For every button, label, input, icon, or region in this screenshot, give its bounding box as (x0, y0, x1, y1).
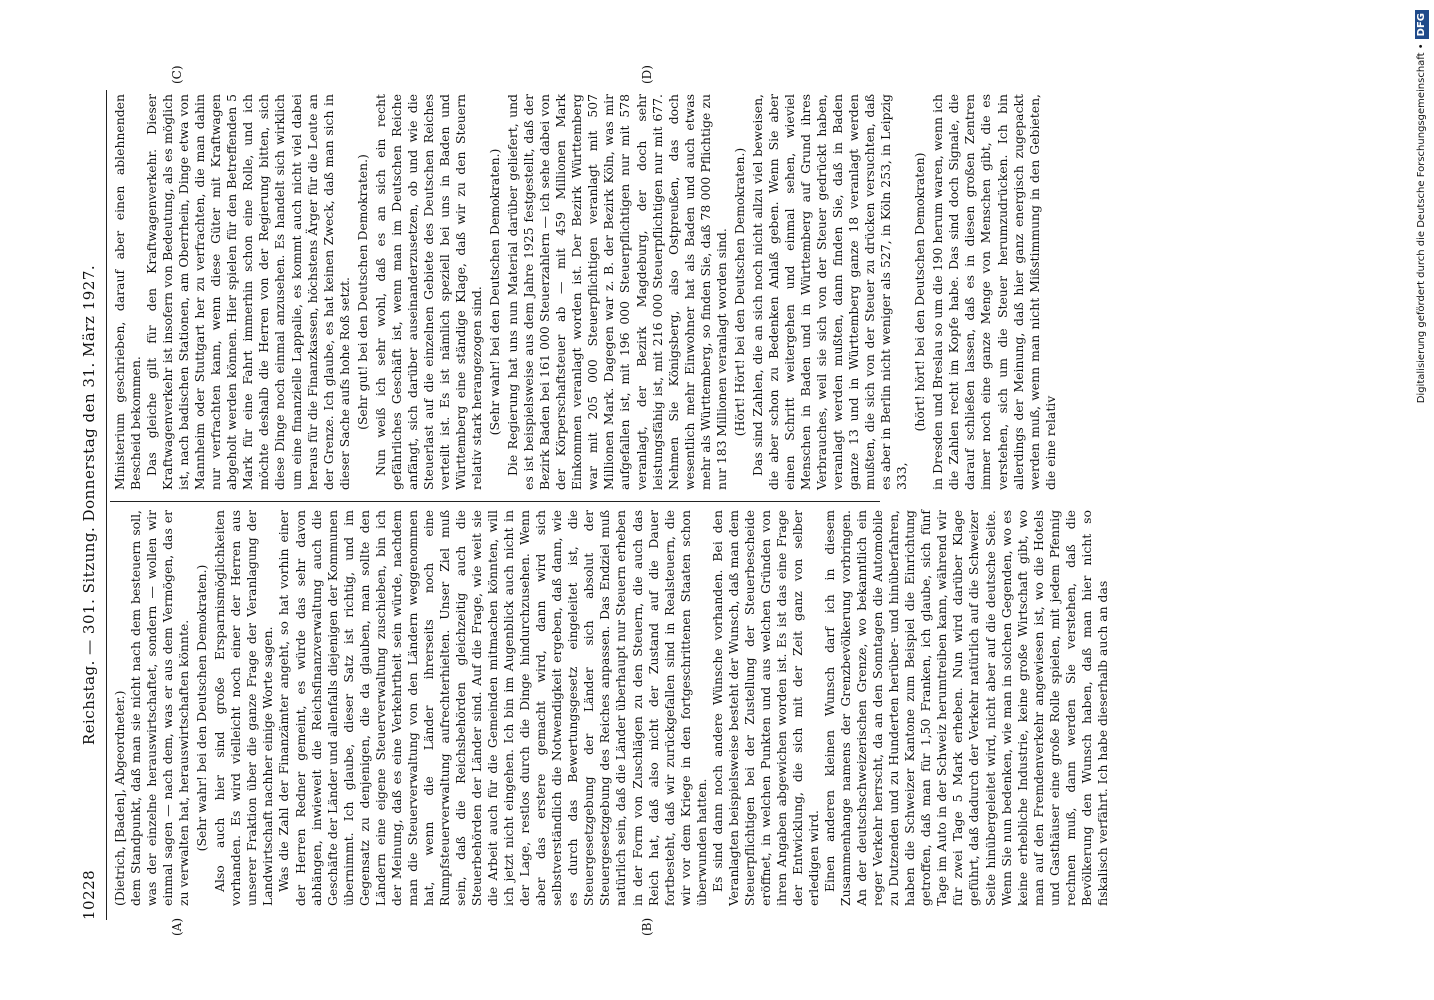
right-column (112, 94, 1059, 490)
paragraph: Das gleiche gilt für den Kraftwagenverkehr. Dieser Kraftwagenverkehr ist insofern von Bedeutung, als es möglich ist, nach badischen Stationen, am Oberrhein, Dinge etwa von Mannheim oder Stuttgart her zu verfrachten, die man dahin nur verfrachten kann, wenn diese Güter mit Kraftwagen abgeholt werden können. Hier spielen für den Betreffenden 5 Mark für eine Fahrt immerhin schon eine Rolle, und ich möchte deshalb die Herren von der Regierung bitten, sich diese Dinge noch einmal anzusehen. Es handelt sich wirklich um eine finanzielle Lappalie, es kommt auch nicht viel dabei heraus für die Finanzkassen, höchstens Ärger für die Leute an der Grenze. Ich glaube, es hat keinen Zweck, daß man sich in dieser Sache aufs hohe Roß setzt. (144, 94, 352, 490)
paragraph: Das sind Zahlen, die an sich noch nicht allzu viel beweisen, die aber schon zu Bedenken Anlaß geben. Wenn Sie aber einen Schritt weitergehen und einmal sehen, wieviel Menschen in Baden und in Württemberg auf Grund ihres Verbrauches, weil sie sich von der Steuer gedrückt haben, veranlagt werden mußten, dann finden Sie, daß in Baden ganze 13 und in Württemberg ganze 18 veranlagt werden mußten, die sich von der Steuer zu drücken versuchten, daß es aber in Berlin nicht weniger als 527, in Köln 253, in Leipzig 333, (749, 94, 910, 490)
interjection: (Sehr wahr! bei den Deutschen Demokraten.) (487, 148, 503, 436)
marker-b: (B) (640, 917, 654, 936)
interjection: (Sehr gut! bei den Deutschen Demokraten.) (354, 154, 370, 430)
paragraph: in Dresden und Breslau so um die 190 herum waren, wenn ich die Zahlen recht im Kopfe habe. Das sind doch Signale, die darauf schließen lassen, daß es in diesen großen Zentren immer noch eine ganze Menge von Menschen gibt, die es verstehen, sich um die Steuer herumzudrücken. Ich bin allerdings der Meinung, daß hier ganz energisch zugepackt werden muß, wenn man nicht Mißstimmung in den Gebieten, die eine relativ (930, 94, 1058, 490)
marker-a: (A) (170, 917, 184, 936)
paragraph: Die Regierung hat uns nun Material darüber geliefert, und es ist beispielsweise aus dem Jahre 1925 festgestellt, daß der Bezirk Baden bei 161 000 Steuerzahlern — ich sehe dabei von der Körperschaftsteuer ab — mit 459 Millionen Mark Einkommen veranlagt worden ist. Der Bezirk Württemberg war mit 205 000 Steuerpflichtigen veranlagt mit 507 Millionen Mark. Dagegen war z. B. der Bezirk Köln, was mir aufgefallen ist, mit 196 000 Steuerpflichtigen nur mit 578 veranlagt, der Bezirk Magdeburg, der doch sehr leistungsfähig ist, mit 216 000 Steuerpflichtigen nur mit 677. Nehmen Sie Königsberg, also Ostpreußen, das doch wesentlich mehr Einwohner hat als Baden und auch etwas mehr als Württemberg, so finden Sie, daß 78 000 Pflichtige zu nur 183 Millionen veranlagt worden sind. (505, 94, 729, 490)
left-column (112, 510, 1111, 906)
interjection: (Sehr wahr! bei den Deutschen Demokraten.) (194, 564, 210, 852)
page-header (80, 90, 104, 920)
page-number: 10228 (80, 869, 98, 920)
footer-text: Digitalisierung gefördert durch die Deutsche Forschungsgemeinschaft • (1416, 43, 1427, 404)
marker-c: (C) (170, 65, 184, 84)
paragraph: Ministerium geschrieben, darauf aber einen ablehnenden Bescheid bekommen. (112, 94, 144, 490)
paragraph: (Dietrich, [Baden], Abgeordneter.) (112, 690, 127, 906)
page-title: Reichstag. — 301. Sitzung. Donnerstag den 31. März 1927. (80, 264, 98, 746)
paragraph: Einen anderen kleinen Wunsch darf ich in diesem Zusammenhange namens der Grenzbevölkerung vorbringen. An der deutschschweizerischen Grenze, wo bekanntlich ein reger Verkehr herrscht, da an den Sonntagen die Automobile zu Dutzenden und zu Hunderten herüber- und hinüberfahren, haben die Schweizer Kantone zum Beispiel die Einrichtung getroffen, daß man für 1,50 Franken, ich glaube, sich fünf Tage im Auto in der Schweiz herumtreiben kann, während wir für zwei Tage 5 Mark erheben. Nun wird darüber Klage geführt, daß dadurch der Verkehr natürlich auf die Schweizer Seite hinübergeleitet wird, nicht aber auf die deutsche Seite. Wenn Sie nun bedenken, wie man in solchen Gegenden, wo es keine erhebliche Industrie, keine große Wirtschaft gibt, wo man auf den Fremdenverkehr angewiesen ist, wo die Hotels und Gasthäuser eine große Rolle spielen, mit jedem Pfennig rechnen muß, dann werden Sie verstehen, daß die Bevölkerung den Wunsch haben, daß man hier nicht so fiskalisch verfährt. Ich habe dieserhalb auch an das (822, 510, 1110, 906)
paragraph: dem Standpunkt, daß man sie nicht nach dem besteuern soll, was der einzelne herauswirtschaftet, sondern — wollen wir einmal sagen — nach dem, was er aus dem Vermögen, das er zu verwalten hat, herauswirtschaften könnte. (128, 510, 192, 906)
digitization-footer (1412, 10, 1432, 1000)
marker-d: (D) (640, 65, 654, 84)
paragraph: Nun weiß ich sehr wohl, daß es an sich ein recht gefährliches Geschäft ist, wenn man im Deutschen Reiche anfängt, sich darüber auseinanderzusetzen, ob und wie die Steuerlast auf die einzelnen Gebiete des Deutschen Reiches verteilt ist. Es ist nämlich speziell bei uns in Baden und Württemberg eine ständige Klage, daß wir zu den Steuern relativ stark herangezogen sind. (372, 94, 485, 490)
header-rule (106, 90, 107, 920)
rotated-page (80, 65, 1320, 936)
column-divider (110, 501, 880, 502)
interjection: (Hört! Hört! bei den Deutschen Demokraten.) (731, 147, 747, 437)
paragraph: Was die Zahl der Finanzämter angeht, so hat vorhin einer der Herren Redner gemeint, es würde das sehr davon abhängen, inwieweit die Reichsfinanzverwaltung auch die Geschäfte der Länder und allenfalls diejenigen der Kommunen übernimmt. Ich glaube, dieser Satz ist richtig, und im Gegensatz zu denjenigen, die da glauben, man sollte den Ländern eine eigene Steuerverwaltung zuschieben, bin ich der Meinung, daß es eine Verkehrtheit sein würde, nachdem man die Steuerverwaltung von den Ländern weggenommen hat, wenn die Länder ihrerseits noch eine Rumpfsteuerverwaltung aufrechterhielten. Unser Ziel muß sein, daß die Reichsbehörden gleichzeitig auch die Steuerbehörden der Länder sind. Auf die Frage, wie weit sie die Arbeit auch für die Gemeinden mitmachen könnten, will ich jetzt nicht eingehen. Ich bin im Augenblick auch nicht in der Lage, restlos durch die Dinge hindurchzusehen. Wenn aber das erstere gemacht wird, dann wird sich selbstverständlich die Notwendigkeit ergeben, daß dann, wie es durch das Bewertungsgesetz eingeleitet ist, die Steuergesetzgebung der Länder sich absolut der Steuergesetzgebung des Reiches anpassen. Das Endziel muß natürlich sein, daß die Länder überhaupt nur Steuern erheben in der Form von Zuschlägen zu den Steuern, die auch das Reich hat, daß also nicht der Zustand auf die Dauer fortbesteht, daß wir zurückgefallen sind in Realsteuern, die wir vor dem Kriege in den fortgeschrittenen Staaten schon überwunden hatten. (276, 510, 709, 906)
interjection: (hört! hört! bei den Deutschen Demokraten) (912, 152, 928, 432)
paragraph: Also auch hier sind große Ersparnismöglichkeiten vorhanden. Es wird vielleicht noch einer der Herren aus unserer Fraktion über die ganze Frage der Veranlagung der Landwirtschaft nachher einige Worte sagen. (212, 510, 276, 906)
paragraph: Es sind dann noch andere Wünsche vorhanden. Bei den Veranlagten beispielsweise besteht der Wunsch, daß man dem Steuerpflichtigen bei der Zustellung der Steuerbescheide eröffnet, in welchen Punkten und aus welchen Gründen von ihren Angaben abgewichen worden ist. Es ist das eine Frage der Entwicklung, die sich mit der Zeit ganz von selber erledigen wird. (709, 510, 822, 906)
dfg-logo: DFG (1415, 10, 1429, 39)
